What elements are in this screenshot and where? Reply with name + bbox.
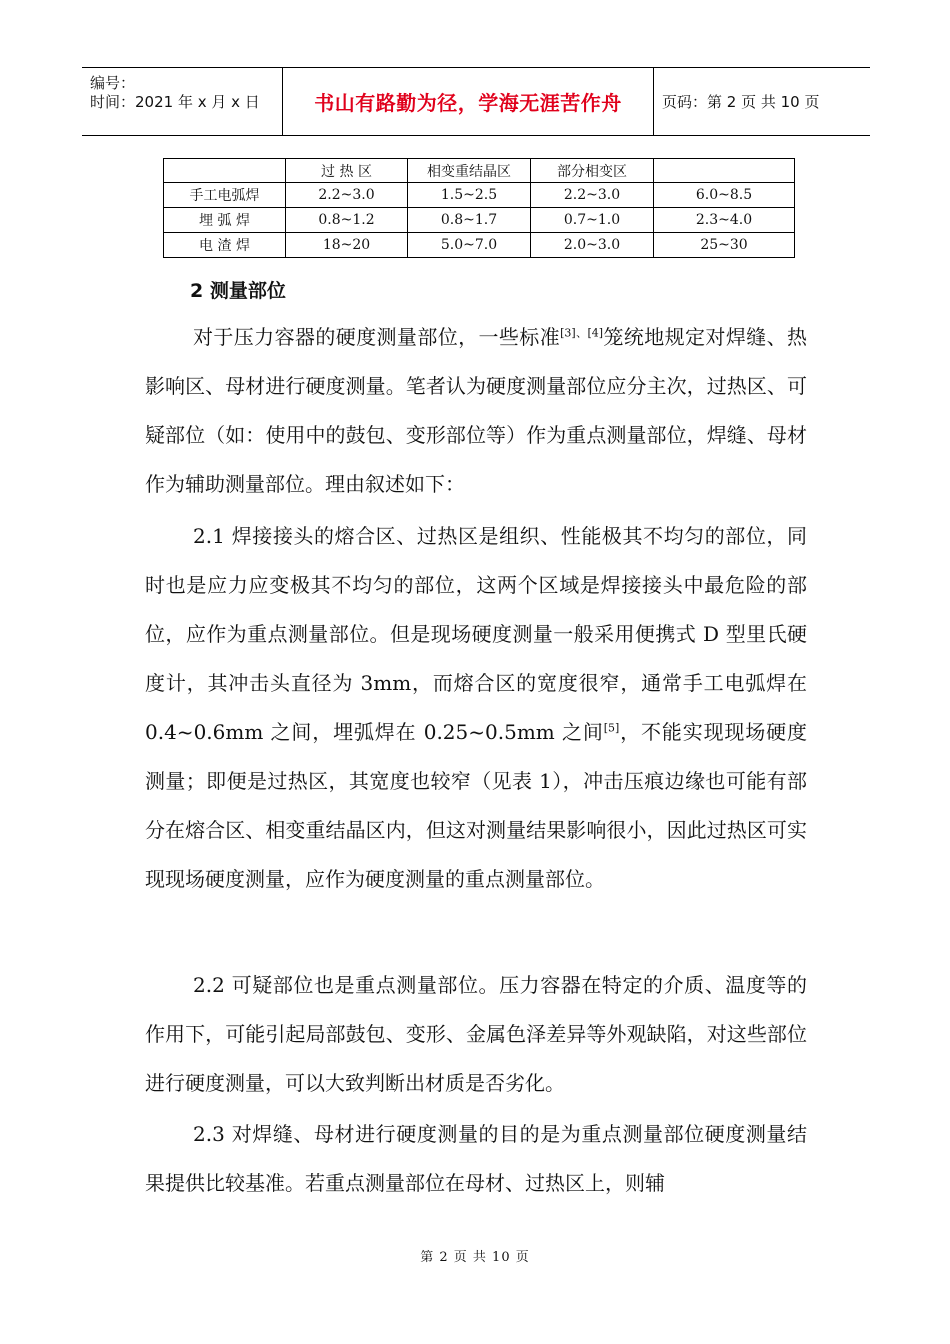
header-divider	[653, 68, 654, 135]
table-row	[164, 208, 795, 233]
heat-affected-zone-table	[163, 158, 795, 258]
table-cell: 2.3~4.0	[654, 208, 795, 233]
paragraph-2-3: 2.3 对焊缝、母材进行硬度测量的目的是为重点测量部位硬度测量结果提供比较基准。若重点测量部位在母材、过热区上，则辅	[145, 1122, 807, 1195]
table-cell: 1.5~2.5	[408, 183, 531, 208]
paragraph-text: 2.1 焊接接头的熔合区、过热区是组织、性能极其不均匀的部位，同时也是应力应变极其不均匀的部位，这两个区域是焊接接头中最危险的部位，应作为重点测量部位。但是现场硬度测量一般采用便携式 D 型里氏硬度计，其冲击头直径为 3mm，而熔合区的宽度很窄，通常手工电弧焊在 0.4~0.6mm 之间，埋弧焊在 0.25~0.5mm 之间	[145, 524, 807, 744]
table-cell: 0.8~1.7	[408, 208, 531, 233]
table-cell: 2.2~3.0	[531, 183, 654, 208]
table-header-cell: 相变重结晶区	[408, 159, 531, 183]
table-header-row	[164, 159, 795, 183]
header-page-info: 页码：第 2 页 共 10 页	[662, 93, 820, 111]
table-cell: 0.7~1.0	[531, 208, 654, 233]
paragraph-text: 笼统地规定对焊缝、热影响区、母材进行硬度测量。笔者认为硬度测量部位应分主次，过热区、可疑部位（如：使用中的鼓包、变形部位等）作为重点测量部位，焊缝、母材作为辅助测量部位。理由叙述如下：	[145, 325, 808, 496]
table-header-cell: 过 热 区	[286, 159, 408, 183]
table-cell: 2.0~3.0	[531, 233, 654, 258]
table-cell: 手工电弧焊	[164, 183, 286, 208]
table-header-cell: 部分相变区	[531, 159, 654, 183]
citation-ref: [3]、	[560, 326, 588, 340]
paragraph-2-1	[145, 512, 807, 904]
paragraph-text: 对于压力容器的硬度测量部位，一些标准	[193, 325, 561, 349]
table-row	[164, 233, 795, 258]
page-footer: 第 2 页 共 10 页	[420, 1250, 530, 1265]
paragraph-text: ，不能实现现场硬度测量；即便是过热区，其宽度也较窄（见表 1），冲击压痕边缘也可能有部分在熔合区、相变重结晶区内，但这对测量结果影响很小，因此过热区可实现现场硬度测量，应作为硬度测量的重点测量部位。	[145, 720, 807, 891]
table-row	[164, 183, 795, 208]
paragraph-2-2: 2.2 可疑部位也是重点测量部位。压力容器在特定的介质、温度等的作用下，可能引起局部鼓包、变形、金属色泽差异等外观缺陷，对这些部位进行硬度测量，可以大致判断出材质是否劣化。	[145, 973, 807, 1095]
table-header-cell	[164, 159, 286, 183]
header-meta	[82, 68, 282, 135]
citation-ref: [4]	[587, 326, 604, 340]
table-cell: 电 渣 焊	[164, 233, 286, 258]
table-cell: 18~20	[286, 233, 408, 258]
table-cell: 0.8~1.2	[286, 208, 408, 233]
page-header	[82, 67, 870, 136]
table-cell: 25~30	[654, 233, 795, 258]
table-cell: 6.0~8.5	[654, 183, 795, 208]
table-cell: 5.0~7.0	[408, 233, 531, 258]
header-motto: 书山有路勤为径，学海无涯苦作舟	[314, 91, 622, 115]
time-label: 时间：2021 年 x 月 x 日	[90, 93, 260, 111]
serial-label: 编号：	[90, 74, 136, 92]
table-cell: 埋 弧 焊	[164, 208, 286, 233]
section-heading: 2 测量部位	[190, 280, 286, 302]
table-cell: 2.2~3.0	[286, 183, 408, 208]
paragraph-intro	[145, 313, 807, 509]
table-header-cell	[654, 159, 795, 183]
citation-ref: [5]	[603, 721, 620, 735]
